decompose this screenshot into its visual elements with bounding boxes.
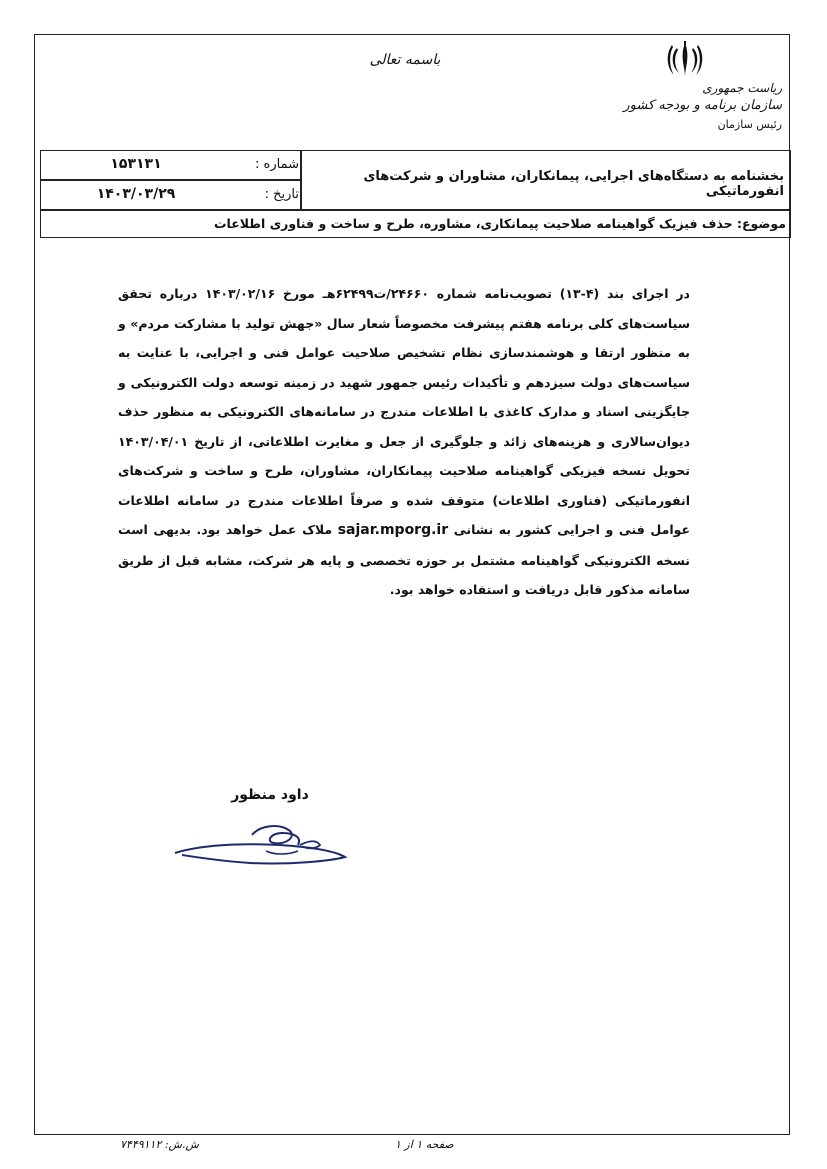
header-divider	[41, 179, 301, 181]
org-presidency: ریاست جمهوری	[702, 81, 782, 95]
website-link[interactable]: sajar.mporg.ir	[337, 522, 449, 538]
page-number: صفحه ۱ از ۱	[395, 1138, 454, 1151]
org-head-title: رئیس سازمان	[717, 118, 782, 131]
body-text-end: ملاک عمل خواهد بود. بدیهی است نسخه الکترونیکی گواهینامه مشتمل بر حوزه تخصصی و پایه هر شرکت، مشابه قبل از طریق سامانه مذکور قابل دریافت و استفاده خواهد بود.	[118, 522, 690, 597]
serial-number: ش.ش: ۷۴۴۹۱۱۲	[120, 1138, 199, 1151]
body-text-start: در اجرای بند (۴-۱۳) تصویب‌نامه شماره ۲۴۶۶۰/ت۶۲۴۹۹هـ مورخ ۱۴۰۳/۰۲/۱۶ درباره تحقق سیاست‌های کلی برنامه هفتم پیشرفت مخصوصاً شعار سال «جهش تولید با مشارکت مردم» و به منظور ارتقا و هوشمندسازی نظام تشخیص صلاحیت عوامل فنی و اجرایی، با عنایت به سیاست‌های دولت سیزدهم و تأکیدات رئیس جمهور شهید در زمینه توسعه دولت الکترونیکی و جایگزینی اسناد و مدارک کاغذی با اطلاعات مندرج در سامانه‌های الکترونیکی به منظور حذف دیوان‌سالاری و هزینه‌های زائد و جلوگیری از جعل و مغایرت اطلاعاتی، از تاریخ ۱۴۰۳/۰۴/۰۱ تحویل نسخه فیزیکی گواهینامه صلاحیت پیمانکاران، مشاوران، طرح و ساخت و شرکت‌های انفورماتیکی (فناوری اطلاعات) متوقف شده و صرفاً اطلاعات مندرج در سامانه اطلاعات عوامل فنی و اجرایی کشور به نشانی	[118, 286, 690, 537]
signature-image	[170, 815, 360, 875]
letter-header-table	[40, 150, 791, 238]
number-label: شماره :	[255, 157, 299, 172]
date-value: ۱۴۰۳/۰۳/۲۹	[96, 186, 176, 202]
recipients-line: بخشنامه به دستگاه‌های اجرایی، پیمانکاران، مشاوران و شرکت‌های انفورماتیکی	[363, 169, 784, 199]
number-value: ۱۵۳۱۳۱	[110, 156, 162, 172]
iran-emblem-icon	[663, 40, 707, 80]
invocation-text: باسمه تعالی	[369, 52, 441, 68]
letter-body	[118, 279, 690, 605]
subject-line: موضوع: حذف فیزیک گواهینامه صلاحیت پیمانکاری، مشاوره، طرح و ساخت و فناوری اطلاعات	[214, 216, 786, 231]
org-name: سازمان برنامه و بودجه کشور	[623, 98, 782, 113]
signer-name: داود منظور	[231, 787, 309, 803]
organization-block	[623, 80, 782, 133]
header-divider	[41, 209, 790, 211]
date-label: تاریخ :	[264, 187, 299, 202]
